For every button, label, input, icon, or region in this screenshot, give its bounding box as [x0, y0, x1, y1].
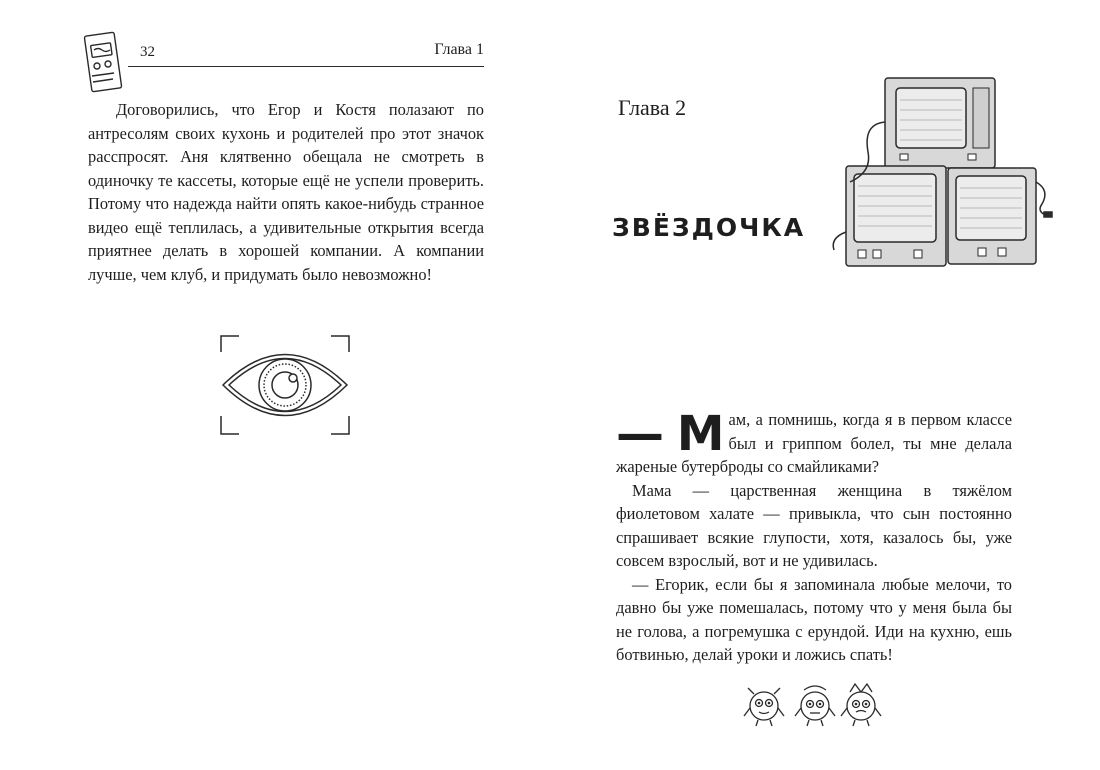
eye-illustration — [215, 330, 355, 440]
paragraph: — Егорик, если бы я запоминала любые мелочи, то давно бы уже помешалась, потому что у меня была бы не голова, а погремушка с ерундой. Иди на кухню, ешь ботвинью, делай уроки и ложись спать! — [616, 574, 1012, 664]
chapter-label: Глава 2 — [618, 95, 687, 120]
body-text — [88, 98, 484, 286]
body-text — [616, 408, 1012, 667]
chapter-title: ЗВЁЗДОЧКА — [612, 213, 806, 242]
right-page — [550, 0, 1100, 770]
paragraph: ам, а помнишь, когда я в первом классе был и гриппом болел, ты мне делала жареные бутерброды со смайликами? — [616, 410, 1012, 476]
tv-monitors-illustration — [828, 72, 1058, 272]
header-rule — [128, 66, 484, 67]
dropcap: — М — [616, 406, 723, 462]
paragraph: Договорились, что Егор и Костя полазают по антресолям своих кухонь и родителей про этот значок расспросят. Аня клятвенно обещала не смотреть в одиночку те кассеты, которые ещё не успели проверить. Потому что надежда найти опять какое-нибудь странное видео ещё теплилась, а удивительные открытия всегда приятнее делать в хорошей компании. А компании лучше, чем клуб, и придумать было невозможно! — [88, 100, 484, 284]
creatures-illustration — [740, 680, 890, 728]
paragraph: Мама — царственная женщина в тяжёлом фиолетовом халате — привыкла, что сын постоянно спрашивает всякие глупости, хотя, казалось бы, уже совсем взрослый, вот и не удивилась. — [616, 480, 1012, 570]
running-head: Глава 1 — [434, 41, 484, 58]
cassette-icon — [80, 30, 126, 94]
page-number: 32 — [140, 44, 155, 60]
